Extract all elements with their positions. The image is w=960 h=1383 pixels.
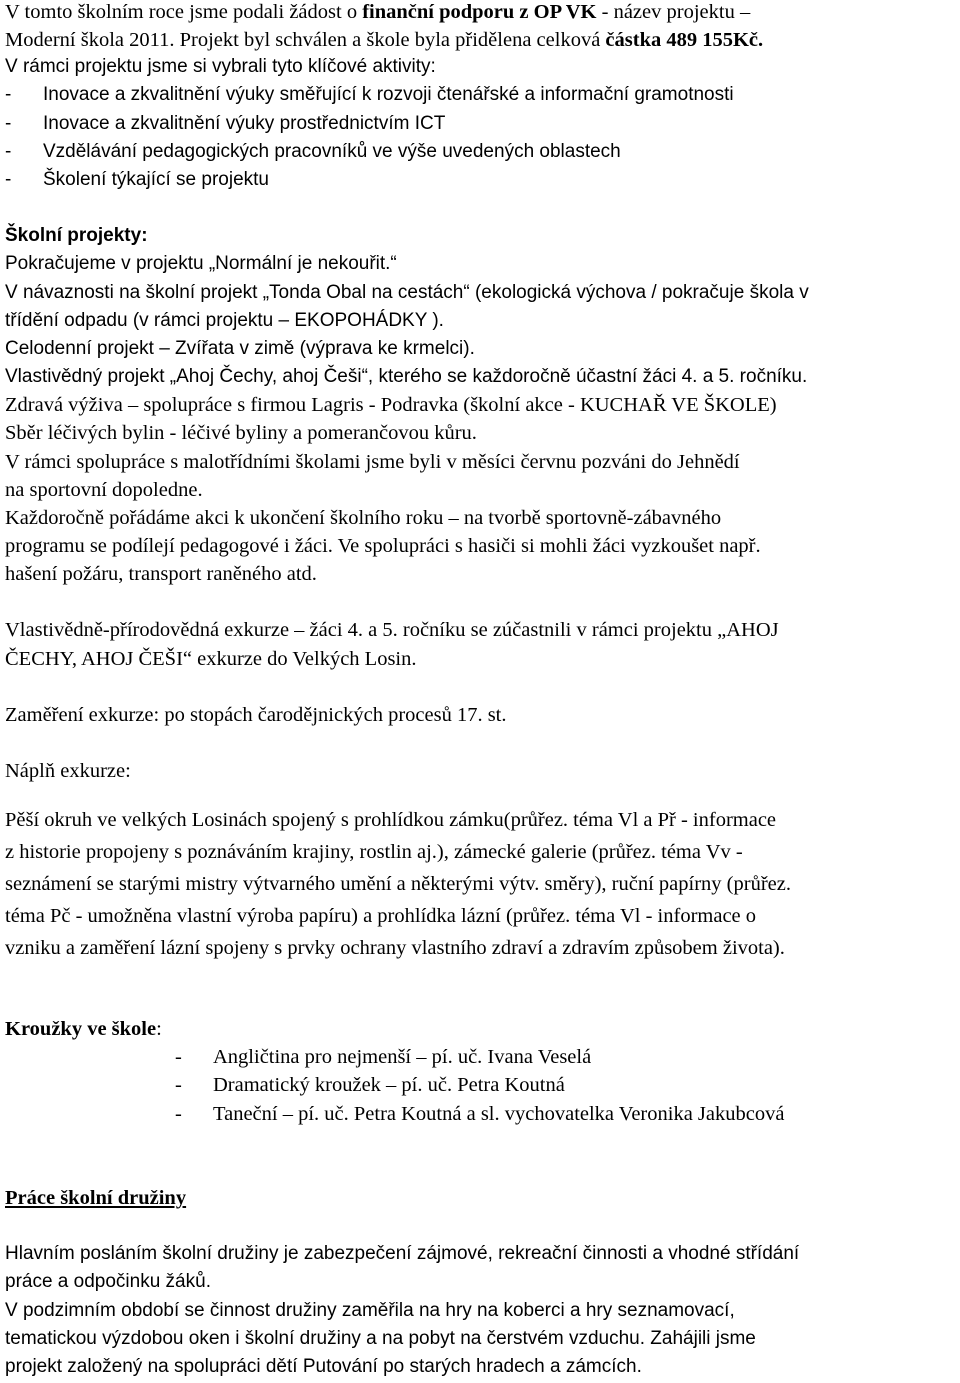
paragraph-line: hašení požáru, transport raněného atd. <box>5 563 317 585</box>
paragraph-line: programu se podílejí pedagogové i žáci. Ve spolupráci s hasiči si mohli žáci vyzkoušet např. <box>5 535 761 557</box>
list-item <box>175 1104 784 1125</box>
paragraph-line: z historie propojeny s poznáváním krajiny, rostlin aj.), zámecké galerie (průřez. téma Vv - <box>5 841 743 863</box>
bullet: - <box>5 113 12 134</box>
paragraph-line: Pěší okruh ve velkých Losinách spojený s prohlídkou zámku(průřez. téma Vl a Př - informace <box>5 809 777 831</box>
paragraph-line: projekt založený na spolupráci dětí Putování po starých hradech a zámcích. <box>5 1356 642 1377</box>
list-item <box>175 1075 565 1096</box>
paragraph-line: Vlastivědný projekt „Ahoj Čechy, ahoj Češi“, kterého se každoročně účastní žáci 4. a 5. ročníku. <box>5 366 808 387</box>
bullet: - <box>5 141 12 162</box>
paragraph-line: Pokračujeme v projektu „Normální je nekouřit.“ <box>5 253 397 274</box>
clubs-heading-colon: : <box>156 1018 162 1040</box>
paragraph-line: téma Pč - umožněna vlastní výroba papíru) a prohlídka lázní (průřez. téma Vl - informace o <box>5 905 757 927</box>
paragraph-line: Sběr léčivých bylin - léčivé byliny a pomerančovou kůru. <box>5 422 477 444</box>
bullet: - <box>5 84 12 105</box>
list-item-text: Angličtina pro nejmenší – pí. uč. Ivana Veselá <box>213 1046 592 1068</box>
intro-bold-text: finanční podporu z OP VK <box>362 1 597 23</box>
list-item <box>175 1047 591 1068</box>
list-item <box>5 114 445 133</box>
intro-line-2 <box>5 30 763 51</box>
list-item-text: Vzdělávání pedagogických pracovníků ve výše uvedených oblastech <box>43 141 621 162</box>
paragraph-line: V podzimním období se činnost družiny zaměřila na hry na koberci a hry seznamovací, <box>5 1300 735 1321</box>
section-heading: Práce školní družiny <box>5 1187 187 1209</box>
clubs-heading <box>5 1019 162 1040</box>
list-item <box>5 170 269 189</box>
list-item-text: Inovace a zkvalitnění výuky směřující k rozvoji čtenářské a informační gramotnosti <box>43 84 734 105</box>
paragraph-line: seznámení se starými mistry výtvarného umění a některými výtv. směry), ruční papírny (průřez. <box>5 873 791 895</box>
intro-text: - název projektu – <box>596 1 751 23</box>
paragraph-line: Zdravá výživa – spolupráce s firmou Lagris - Podravka (školní akce - KUCHAŘ VE ŠKOLE) <box>5 394 777 416</box>
paragraph-line: V rámci spolupráce s malotřídními školami jsme byli v měsíci červnu pozváni do Jehnědí <box>5 451 740 473</box>
bullet: - <box>5 169 12 190</box>
list-item-text: Dramatický kroužek – pí. uč. Petra Koutná <box>213 1074 565 1096</box>
list-item-text: Školení týkající se projektu <box>43 169 269 190</box>
bullet: - <box>175 1103 182 1125</box>
list-item <box>5 85 734 104</box>
paragraph-line: vzniku a zaměření lázní spojeny s prvky ochrany vlastního zdraví a zdravím způsobem života). <box>5 937 785 959</box>
paragraph-line: Vlastivědně-přírodovědná exkurze – žáci 4. a 5. ročníku se zúčastnili v rámci projektu „AHOJ <box>5 619 779 641</box>
clubs-heading-text: Kroužky ve škole <box>5 1018 157 1040</box>
paragraph-line: Hlavním posláním školní družiny je zabezpečení zájmové, rekreační činnosti a vhodné střídání <box>5 1243 800 1264</box>
paragraph-line: Celodenní projekt – Zvířata v zimě (výprava ke krmelci). <box>5 338 475 359</box>
list-item <box>5 142 621 161</box>
intro-line-1 <box>5 2 750 23</box>
paragraph-line: tematickou výzdobou oken i školní družiny a na pobyt na čerstvém vzduchu. Zahájili jsme <box>5 1328 756 1349</box>
list-item-text: Taneční – pí. uč. Petra Koutná a sl. vychovatelka Veronika Jakubcová <box>213 1103 785 1125</box>
intro-bold-text: částka 489 155Kč. <box>605 29 764 51</box>
bullet: - <box>175 1046 182 1068</box>
paragraph-line: třídění odpadu (v rámci projektu – EKOPOHÁDKY ). <box>5 310 444 331</box>
bullet: - <box>175 1074 182 1096</box>
section-heading: Školní projekty: <box>5 225 148 246</box>
intro-text: Moderní škola 2011. Projekt byl schválen a škole byla přidělena celková <box>5 29 606 51</box>
paragraph-line: Každoročně pořádáme akci k ukončení školního roku – na tvorbě sportovně-zábavného <box>5 507 722 529</box>
paragraph-line: ČECHY, AHOJ ČEŠI“ exkurze do Velkých Losin. <box>5 648 417 670</box>
excursion-content-heading: Náplň exkurze: <box>5 760 131 782</box>
list-item-text: Inovace a zkvalitnění výuky prostřednictvím ICT <box>43 113 446 134</box>
activities-heading: V rámci projektu jsme si vybrali tyto klíčové aktivity: <box>5 56 436 77</box>
intro-text: V tomto školním roce jsme podali žádost o <box>5 1 363 23</box>
excursion-focus: Zaměření exkurze: po stopách čarodějnických procesů 17. st. <box>5 704 507 726</box>
paragraph-line: na sportovní dopoledne. <box>5 479 203 501</box>
paragraph-line: práce a odpočinku žáků. <box>5 1271 211 1292</box>
paragraph-line: V návaznosti na školní projekt „Tonda Obal na cestách“ (ekologická výchova / pokračuje škola v <box>5 282 809 303</box>
